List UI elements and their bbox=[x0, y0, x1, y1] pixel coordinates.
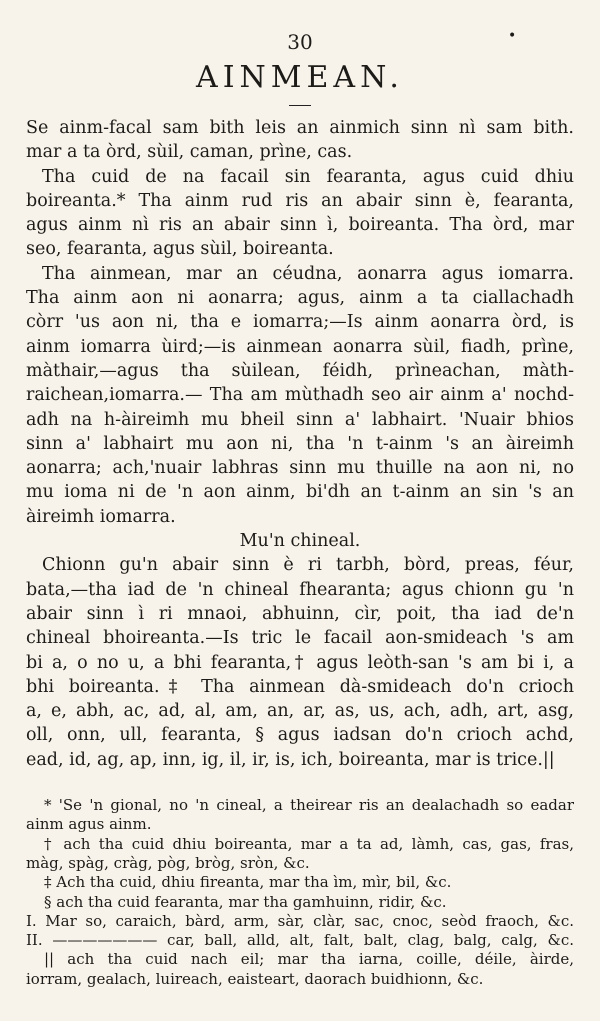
subheading: Mu'n chineal. bbox=[239, 531, 361, 552]
body-line: Tha ainmean, mar an céudna, aonarra agus iomarra. bbox=[42, 263, 574, 284]
section-title: AINMEAN. bbox=[196, 60, 404, 95]
footnote-line: ainm agus ainm. bbox=[26, 815, 152, 834]
page-number: 30 bbox=[287, 30, 313, 54]
title-rule bbox=[289, 105, 311, 106]
body-line: bata,—tha iad de 'n chineal fhearanta; agus chionn gu 'n bbox=[26, 579, 574, 600]
page-mark: • bbox=[508, 28, 517, 44]
body-line: raichean,iomarra.— Tha am mùthadh seo air ainm a' nochd- bbox=[26, 385, 574, 406]
body-text bbox=[26, 116, 574, 772]
body-line: Tha cuid de na facail sin fearanta, agus cuid dhiu bbox=[42, 166, 574, 187]
body-line: oll, onn, ull, fearanta, § agus iadsan do'n crioch achd, bbox=[26, 725, 574, 746]
body-line: ainm iomarra ùird;—is ainmean aonarra sùil, fiadh, prìne, bbox=[26, 336, 574, 357]
body-line: Se ainm-facal sam bith leis an ainmich sinn nì sam bith. bbox=[26, 118, 574, 138]
body-line: màthair,—agus tha sùilean, féidh, prìneachan, màth- bbox=[26, 360, 574, 381]
body-line: mar a ta òrd, sùil, caman, prìne, cas. bbox=[26, 142, 353, 163]
footnote-line: § ach tha cuid fearanta, mar tha gamhuinn, ridir, &c. bbox=[44, 892, 447, 911]
body-line: aonarra; ach,'nuair labhras sinn mu thuille na aon ni, no bbox=[26, 458, 574, 479]
body-line: bi a, o no u, a bhi fearanta,† agus leòth-san 's am bi i, a bbox=[26, 652, 574, 673]
book-page bbox=[26, 30, 574, 989]
body-line: còrr 'us aon ni, tha e iomarra;—Is ainm aonarra òrd, is bbox=[26, 312, 574, 333]
body-line: sinn a' labhairt mu aon ni, tha 'n t-ainm 's an àireimh bbox=[26, 433, 574, 454]
footnote-line: † ach tha cuid dhiu boireanta, mar a ta ad, làmh, cas, gas, fras, bbox=[44, 834, 574, 853]
footnotes bbox=[26, 796, 574, 989]
body-line: abair sinn ì ri mnaoi, abhuinn, cìr, poit, tha iad de'n bbox=[26, 603, 574, 624]
body-line: agus ainm nì ris an abair sinn ì, boireanta. Tha òrd, mar bbox=[26, 215, 574, 236]
body-line: àireimh iomarra. bbox=[26, 506, 176, 527]
body-line: bhi boireanta.‡ Tha ainmean dà-smideach do'n crioch bbox=[26, 676, 574, 697]
footnote-line: II. ——————— car, ball, alld, alt, falt, balt, clag, balg, calg, &c. bbox=[26, 931, 574, 950]
body-line: mu ioma ni de 'n aon ainm, bi'dh an t-ainm an sin 's an bbox=[26, 482, 574, 503]
body-line: Tha ainm aon ni aonarra; agus, ainm a ta ciallachadh bbox=[26, 288, 574, 309]
footnote-line: iorram, gealach, luireach, eaisteart, daorach buidhionn, &c. bbox=[26, 969, 484, 988]
body-line: chineal bhoireanta.—Is tric le facail aon-smideach 's am bbox=[26, 628, 574, 649]
body-line: a, e, abh, ac, ad, al, am, an, ar, as, us, ach, adh, art, asg, bbox=[26, 701, 574, 722]
footnote-line: ‡ Ach tha cuid, dhiu fireanta, mar tha ìm, mìr, bil, &c. bbox=[44, 873, 452, 892]
footnote-line: || ach tha cuid nach eil; mar tha iarna, coille, déile, àirde, bbox=[44, 950, 574, 969]
body-line: seo, fearanta, agus sùil, boireanta. bbox=[26, 239, 334, 260]
body-line: adh na h-àireimh mu bheil sinn a' labhairt. 'Nuair bhios bbox=[26, 409, 574, 430]
body-line: ead, id, ag, ap, inn, ig, il, ir, is, ich, boireanta, mar is trice.|| bbox=[26, 749, 555, 770]
footnote-line: * 'Se 'n gional, no 'n cineal, a theirear ris an dealachadh so eadar bbox=[44, 796, 574, 815]
footnote-line: màg, spàg, cràg, pòg, bròg, sròn, &c. bbox=[26, 853, 310, 872]
footnote-line: I. Mar so, caraich, bàrd, arm, sàr, clàr, sac, cnoc, seòd fraoch, &c. bbox=[26, 911, 574, 930]
body-line: boireanta.* Tha ainm rud ris an abair sinn è, fearanta, bbox=[26, 190, 574, 211]
body-line: Chionn gu'n abair sinn è ri tarbh, bòrd, preas, féur, bbox=[42, 555, 574, 576]
